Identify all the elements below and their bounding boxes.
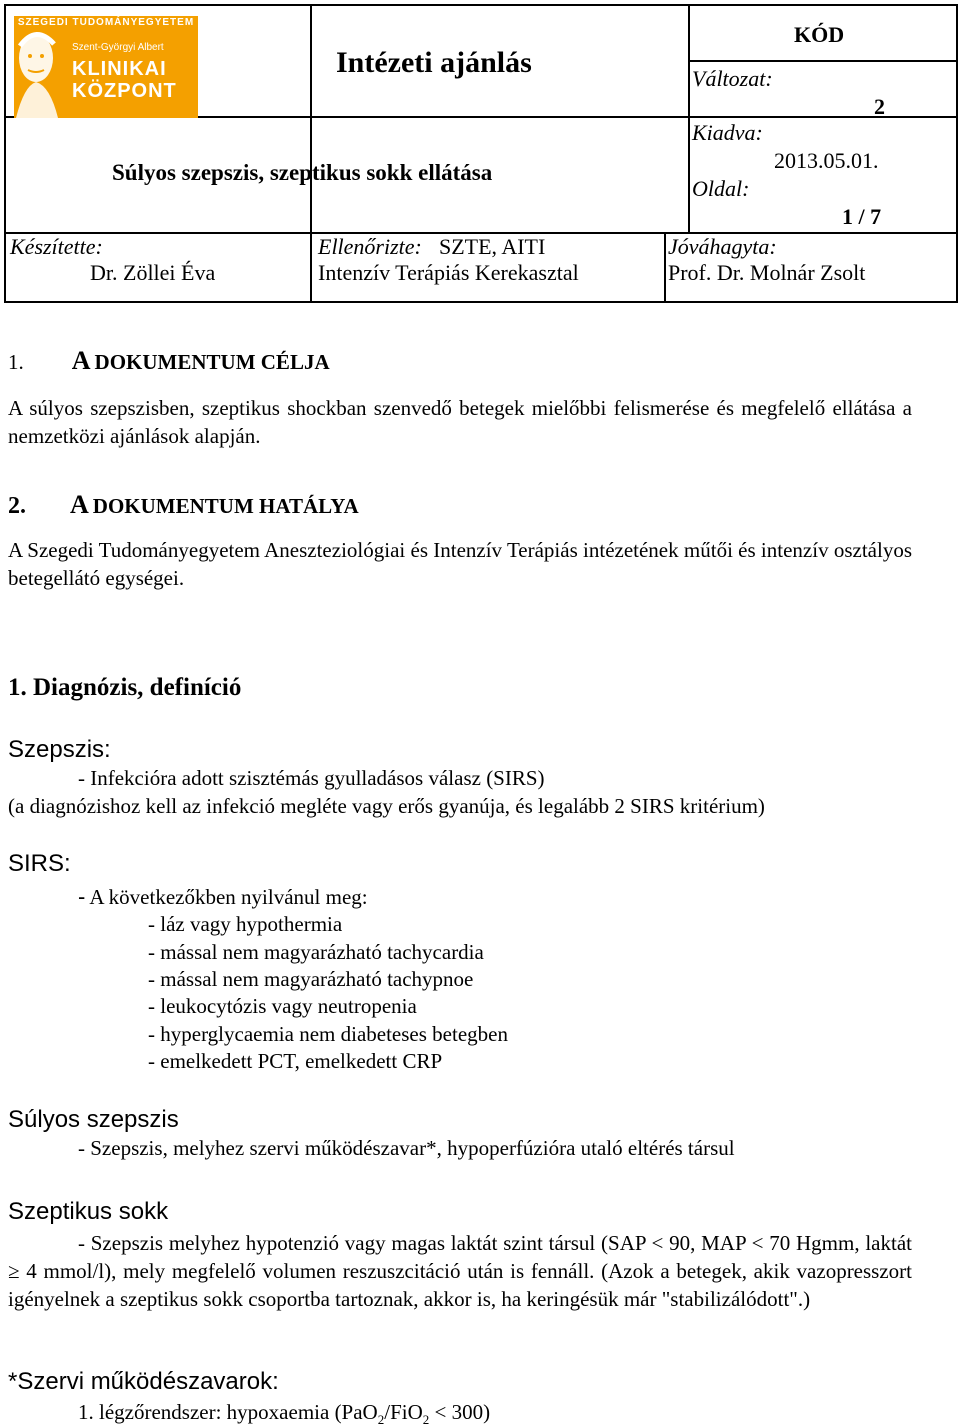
section-heading-first: A [71, 346, 91, 375]
sirs-item: - leukocytózis vagy neutropenia [148, 994, 417, 1018]
section-number: 2. [8, 493, 26, 519]
szervi-item-pre: 1. légzőrendszer: hypoxaemia (PaO [78, 1400, 378, 1424]
kiadva-value: 2013.05.01. [774, 148, 879, 173]
logo-subtitle: Szent-Györgyi Albert [72, 42, 164, 53]
oldal-label: Oldal: [692, 176, 750, 201]
sirs-intro-text: A következőkben nyilvánul meg: [89, 885, 368, 909]
kiadva-label: Kiadva: [692, 120, 763, 145]
subscript: 2 [377, 1412, 385, 1428]
szervi-item-mid: /FiO [384, 1400, 423, 1424]
clinic-logo [14, 16, 198, 118]
section2-text: A Szegedi Tudományegyetem Aneszteziológiai és Intenzív Terápiás intézetének műtői és intenzív osztályos betegellátó egységei. [8, 538, 912, 590]
section1-heading [8, 346, 330, 376]
divider [688, 6, 690, 234]
document-title: Intézeti ajánlás [336, 46, 532, 79]
divider [310, 232, 312, 303]
sirs-label: SIRS: [8, 850, 71, 877]
section-number: 1. [8, 350, 24, 374]
szepszis-item: - Infekcióra adott szisztémás gyulladásos válasz (SIRS) [78, 766, 545, 790]
portrait-icon [14, 16, 64, 118]
sulyos-szepszis-text: - Szepszis, melyhez szervi működészavar*, hypoperfúzióra utaló eltérés társul [78, 1136, 735, 1160]
keszitette-label: Készítette: [10, 234, 103, 259]
szeptikus-sokk-text: - Szepszis melyhez hypotenzió vagy magas laktát szint társul (SAP < 90, MAP < 70 Hgmm, laktát ≥ 4 mmol/l), mely megfelelő volumen reszuszcitáció után is fennáll. (Azok a betegek, akik vazopresszort igényelnek a szeptikus sokk csoportba tartoznak, akkor is, ha keringésük már "stabilizálódott".) [8, 1231, 912, 1311]
jovahagyta-value: Prof. Dr. Molnár Zsolt [668, 260, 866, 285]
szeptikus-sokk-label: Szeptikus sokk [8, 1198, 169, 1225]
sirs-item: - emelkedett PCT, emelkedett CRP [148, 1049, 443, 1073]
szervi-item-1 [78, 1400, 490, 1428]
divider [664, 232, 666, 303]
sulyos-szepszis-label: Súlyos szepszis [8, 1106, 179, 1133]
divider [688, 60, 956, 62]
szervi-label: *Szervi működészavarok: [8, 1368, 279, 1395]
divider [688, 116, 956, 118]
logo-line1: KLINIKAI [72, 58, 167, 80]
document-subtitle: Súlyos szepszis, szeptikus sokk ellátása [112, 160, 493, 185]
jovahagyta-label: Jóváhagyta: [668, 234, 777, 259]
section-heading-rest: DOKUMENTUM CÉLJA [94, 350, 330, 374]
keszitette-value: Dr. Zöllei Éva [90, 260, 216, 285]
szepszis-note: (a diagnózishoz kell az infekció megléte vagy erős gyanúja, és legalább 2 SIRS kritérium) [8, 794, 765, 818]
diagnosis-heading: 1. Diagnózis, definíció [8, 674, 242, 701]
kod-label: KÓD [794, 22, 845, 47]
ellenorizte-label: Ellenőrizte: [318, 234, 422, 259]
ellenorizte-value: SZTE, AITI [439, 234, 546, 259]
szervi-item-post: < 300) [429, 1400, 491, 1424]
ellenorizte-value2: Intenzív Terápiás Kerekasztal [318, 260, 579, 285]
oldal-value: 1 / 7 [842, 204, 882, 229]
section-heading-first: A [70, 490, 89, 519]
sirs-item: - láz vagy hypothermia [148, 912, 343, 936]
szepszis-label: Szepszis: [8, 736, 111, 763]
sirs-item: - mással nem magyarázható tachypnoe [148, 967, 474, 991]
sirs-item: - hyperglycaemia nem diabeteses betegben [148, 1022, 508, 1046]
subscript: 2 [422, 1412, 430, 1428]
document-header [4, 4, 958, 303]
sirs-intro [78, 884, 368, 910]
logo-university: SZEGEDI TUDOMÁNYEGYETEM [17, 17, 195, 28]
sirs-item: - mással nem magyarázható tachycardia [148, 940, 484, 964]
divider [310, 6, 312, 234]
logo-line2: KÖZPONT [72, 80, 177, 102]
section2-heading [8, 490, 359, 520]
sirs-dash: - [78, 884, 86, 909]
section1-text: A súlyos szepszisben, szeptikus shockban szenvedő betegek mielőbbi felismerése és megfelelő ellátása a nemzetközi ajánlások alapján. [8, 396, 912, 448]
valtozat-label: Változat: [692, 66, 773, 91]
section-heading-rest: DOKUMENTUM HATÁLYA [92, 494, 359, 518]
valtozat-value: 2 [874, 94, 885, 119]
